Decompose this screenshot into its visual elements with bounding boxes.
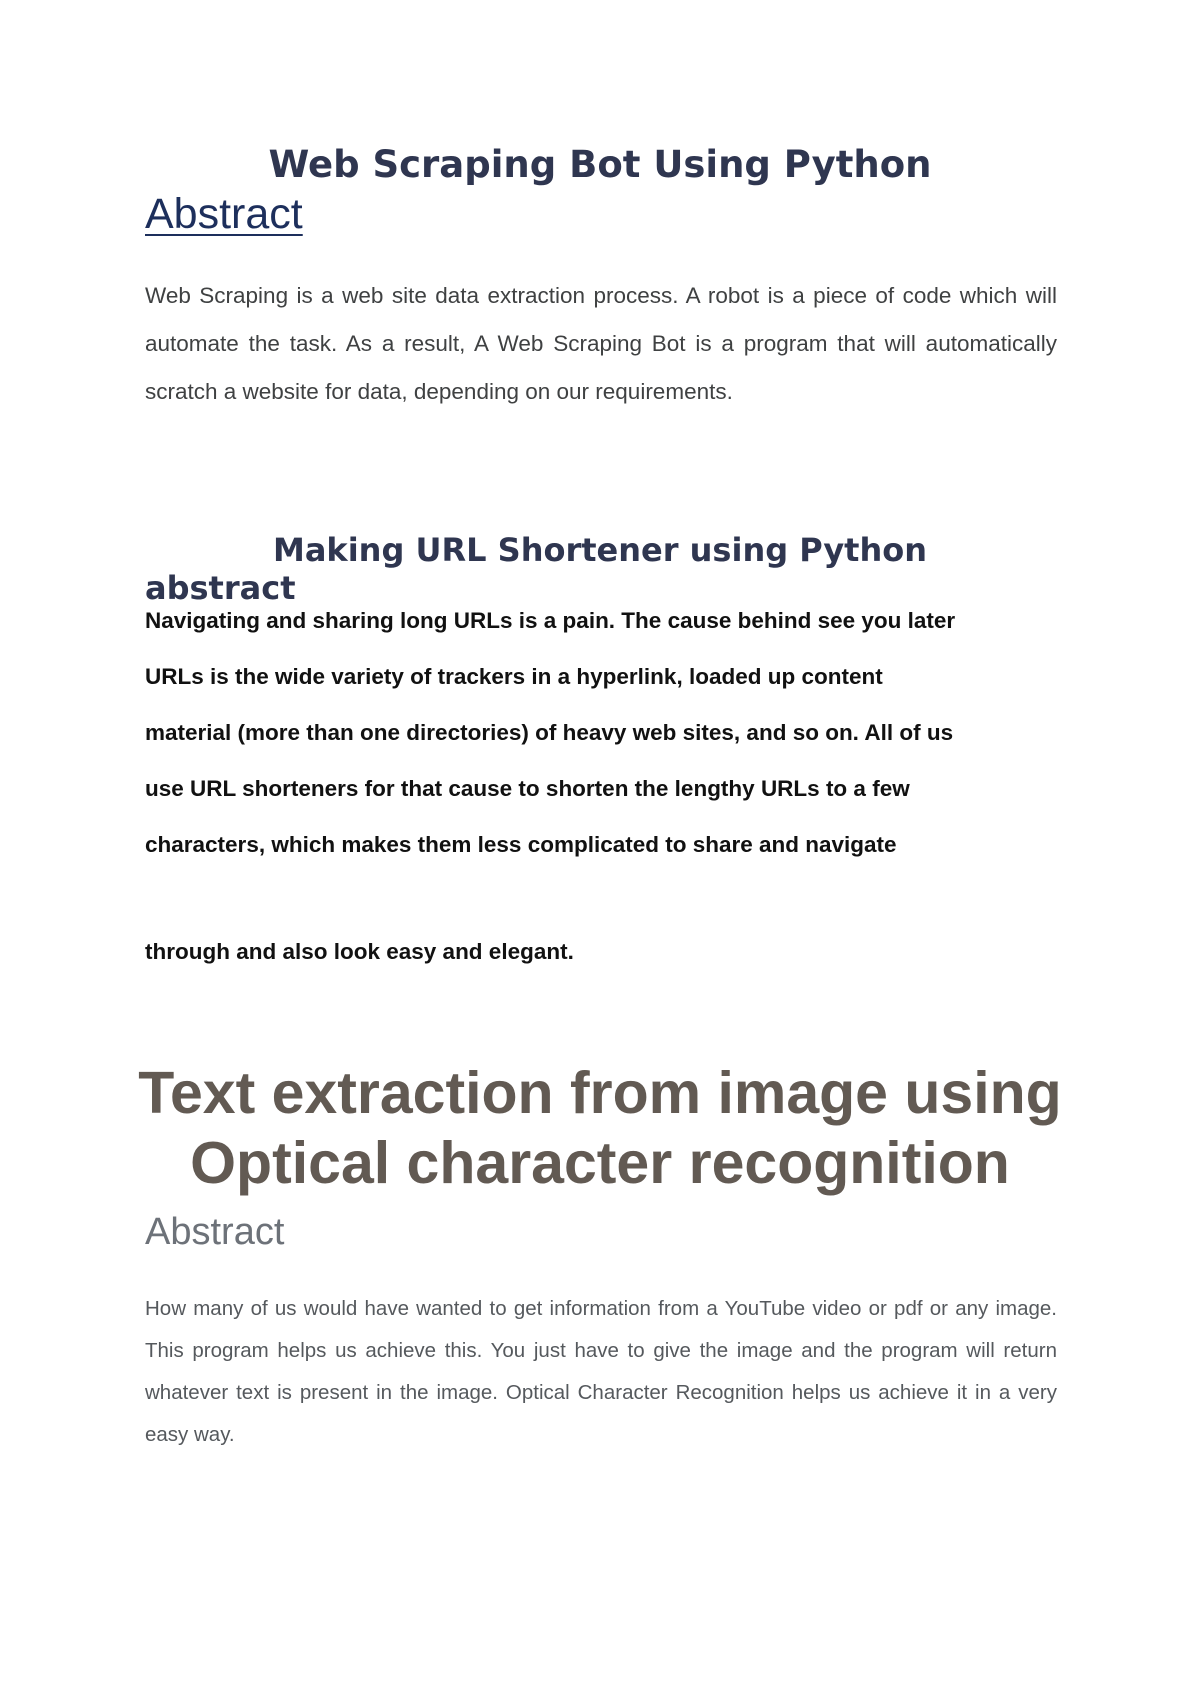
url-shortener-body-line: material (more than one directories) of heavy web sites, and so on. All of us [145,720,954,745]
url-shortener-body-line: characters, which makes them less complicated to share and navigate [145,832,897,857]
ocr-abstract-body: How many of us would have wanted to get information from a YouTube video or pdf or any image. This program helps us achieve this. You just have to give the image and the program will return whatever text is present in the image. Optical Character Recognition helps us achieve it in a very easy way. [145,1297,1057,1446]
web-scraping-abstract-heading: Abstract [145,190,303,238]
ocr-title-line-2: Optical character recognition [190,1130,1010,1196]
url-shortener-abstract-heading: abstract [145,569,296,607]
url-shortener-title: Making URL Shortener using Python [272,531,928,569]
web-scraping-title: Web Scraping Bot Using Python [268,143,932,186]
ocr-title-line-1: Text extraction from image using [138,1060,1062,1126]
ocr-title [0,1058,1200,1198]
web-scraping-abstract-body: Web Scraping is a web site data extraction process. A robot is a piece of code which will automate the task. As a result, A Web Scraping Bot is a program that will automatically scratch a website for data, depending on our requirements. [145,283,1057,404]
url-shortener-body-line: Navigating and sharing long URLs is a pain. The cause behind see you later [145,608,956,633]
url-shortener-body-line: URLs is the wide variety of trackers in a hyperlink, loaded up content [145,664,883,689]
url-shortener-body-line: use URL shorteners for that cause to shorten the lengthy URLs to a few [145,776,910,801]
url-shortener-body-line: through and also look easy and elegant. [145,939,574,964]
ocr-abstract-heading: Abstract [145,1211,285,1253]
